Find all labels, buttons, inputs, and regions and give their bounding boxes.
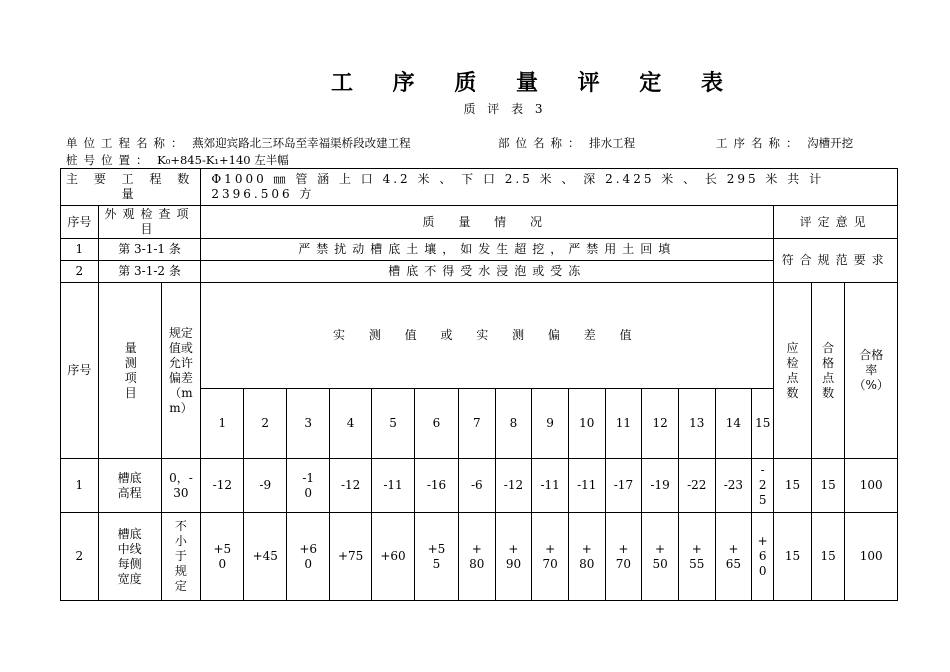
pile-position-value: K₀+845-K₁+140 左半幅 [157,153,289,167]
part-name-value: 排水工程 [589,136,636,150]
part-name-label: 部位名称： [498,136,586,150]
measure-value: +50 [201,513,244,601]
measure-value: +75 [330,513,372,601]
point-number: 4 [330,389,372,459]
measure-should: 15 [774,513,812,601]
process-name-value: 沟槽开挖 [807,136,854,150]
measure-value: +80 [568,513,605,601]
main-quantity-label: 主 要 工 程 数 量 [61,169,201,206]
measure-value: +80 [458,513,495,601]
measure-value: -6 [458,459,495,513]
measure-value: -16 [414,459,458,513]
header-opinion: 评定意见 [774,206,898,239]
point-number: 13 [678,389,715,459]
measure-value: -25 [752,459,774,513]
measure-value: +60 [752,513,774,601]
measure-no: 1 [61,459,99,513]
measure-value: +60 [372,513,415,601]
measure-row [61,513,898,601]
main-quantity-row [61,169,898,206]
part-name [498,135,635,151]
point-number: 14 [715,389,752,459]
point-number: 5 [372,389,415,459]
measure-value: -11 [568,459,605,513]
form-code: 质 评 表 3 [463,102,547,116]
measure-item: 槽底高程 [98,459,161,513]
point-number: 2 [244,389,287,459]
measure-value: -12 [201,459,244,513]
point-number: 3 [287,389,330,459]
check-item: 第 3-1-1 条 [98,239,201,261]
pile-position-label: 桩号位置： [66,153,154,167]
measure-pass: 15 [811,513,845,601]
measure-rate: 100 [845,459,898,513]
measure-value: -12 [330,459,372,513]
header-no: 序号 [61,206,99,239]
info-line-1 [66,135,411,151]
check-row [61,261,898,283]
point-number: 9 [532,389,569,459]
point-number: 6 [414,389,458,459]
measure-header-item: 量测项目 [98,283,161,459]
page-title: 工 序 质 量 评 定 表 [331,70,739,96]
point-number: 7 [458,389,495,459]
check-no: 1 [61,239,99,261]
check-row [61,239,898,261]
measure-value: +45 [244,513,287,601]
measure-value: -22 [678,459,715,513]
point-number: 10 [568,389,605,459]
check-desc: 严禁扰动槽底土壤，如发生超挖，严禁用土回填 [201,239,774,261]
measure-allow: 0，-30 [161,459,201,513]
process-name-label: 工序名称： [716,136,804,150]
visual-check-header [61,206,898,239]
measure-value: +70 [605,513,642,601]
measure-header-should: 应检点数 [774,283,812,459]
measure-value: +55 [414,513,458,601]
measure-value: -9 [244,459,287,513]
measure-no: 2 [61,513,99,601]
measure-value: -12 [495,459,532,513]
check-desc: 槽底不得受水浸泡或受冻 [201,261,774,283]
main-quantity-value: Φ1000 ㎜ 管 涵 上 口 4.2 米 、 下 口 2.5 米 、 深 2.425 米 、 长 295 米 共 计 2396.506 方 [201,169,898,206]
measure-value: -10 [287,459,330,513]
measure-value: -17 [605,459,642,513]
measure-allow: 不小于规定 [161,513,201,601]
header-check-item: 外观检查项目 [98,206,201,239]
point-number: 15 [752,389,774,459]
measure-value: +65 [715,513,752,601]
header-quality: 质 量 情 况 [201,206,774,239]
unit-name-value: 燕郊迎宾路北三环岛至幸福渠桥段改建工程 [192,136,411,150]
point-number: 8 [495,389,532,459]
measure-value: -11 [532,459,569,513]
measure-item: 槽底中线每侧宽度 [98,513,161,601]
measure-value: +90 [495,513,532,601]
process-name [716,135,853,151]
measure-value: +60 [287,513,330,601]
measure-header-values: 实 测 值 或 实 测 偏 差 值 [201,283,774,389]
measure-header-rate: 合格率（%） [845,283,898,459]
point-number: 1 [201,389,244,459]
check-opinion: 符合规范要求 [774,239,898,283]
measure-value: +55 [678,513,715,601]
measure-header-allow: 规定值或允许偏差（mm） [161,283,201,459]
measure-value: -19 [642,459,679,513]
measure-value: -11 [372,459,415,513]
pile-position [66,152,289,168]
measure-value: +70 [532,513,569,601]
measure-pass: 15 [811,459,845,513]
measure-value: -23 [715,459,752,513]
quality-table [60,168,898,601]
point-number: 12 [642,389,679,459]
check-no: 2 [61,261,99,283]
measure-header-no: 序号 [61,283,99,459]
unit-name-label: 单位工程名称： [66,136,189,150]
point-number: 11 [605,389,642,459]
measure-should: 15 [774,459,812,513]
measure-value: +50 [642,513,679,601]
measure-rate: 100 [845,513,898,601]
measure-header [61,283,898,389]
check-item: 第 3-1-2 条 [98,261,201,283]
measure-header-pass: 合格点数 [811,283,845,459]
measure-row [61,459,898,513]
